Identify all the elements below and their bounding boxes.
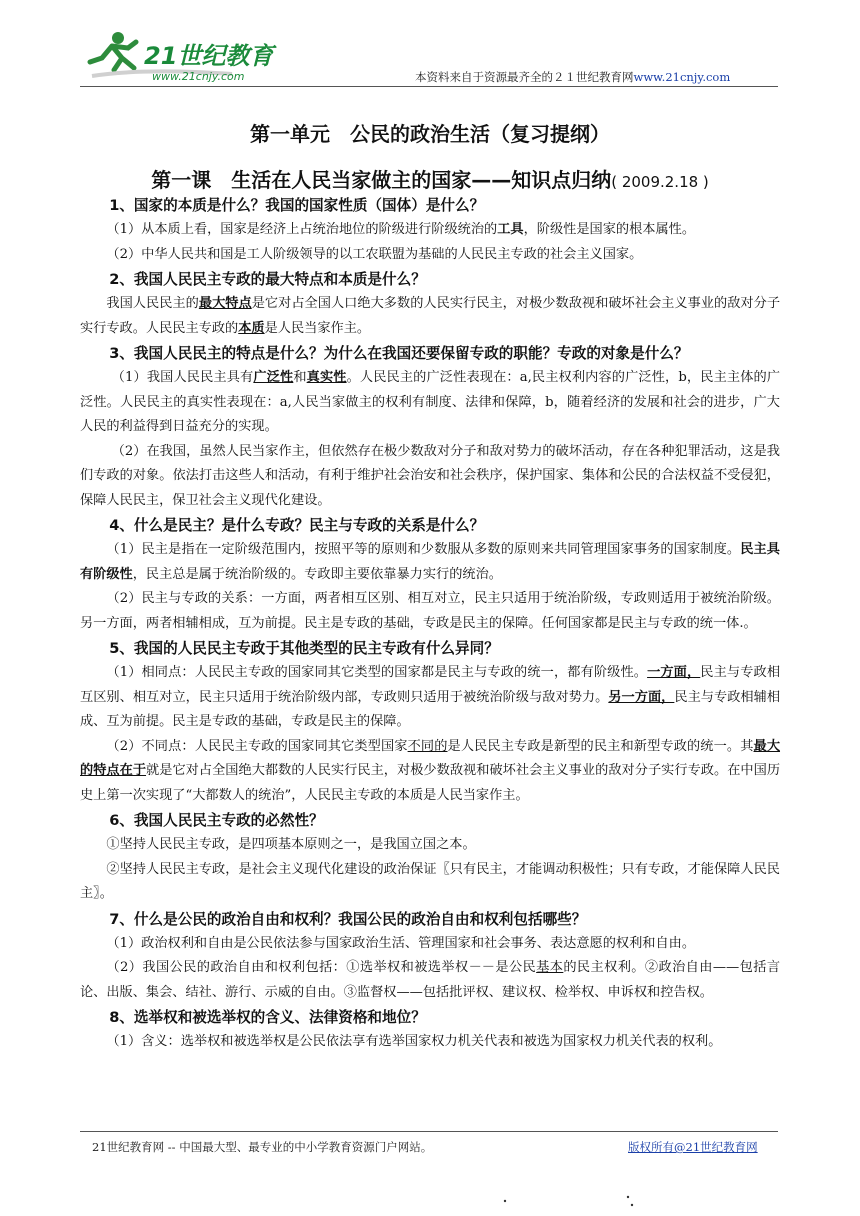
question-7: 7、什么是公民的政治自由和权利？我国公民的政治自由和权利包括哪些？ bbox=[109, 910, 587, 928]
answer-paragraph: （1）政治权利和自由是公民依法参与国家政治生活、管理国家和社会事务、表达意愿的权利和自由。 bbox=[106, 935, 696, 951]
header-note-text: 本资料来自于资源最齐全的２１世纪教育网 bbox=[415, 70, 634, 84]
question-1: 1、国家的本质是什么？我国的国家性质（国体）是什么？ bbox=[109, 197, 485, 214]
runner-logo-icon bbox=[82, 28, 292, 88]
answer-paragraph: （2）民主与专政的关系：一方面，两者相互区别、相互对立，民主只适用于统治阶级，专政则适用于被统治阶级。另一方面，两者相辅相成，互为前提。民主是专政的基础，专政是民主的保障。任何国家都是民主与专政的统一体.。 bbox=[80, 591, 780, 631]
lesson-date: ( 2009.2.18 ) bbox=[611, 173, 709, 191]
answer-paragraph: （1）含义：选举权和被选举权是公民依法享有选举国家权力机关代表和被选为国家权力机关代表的权利。 bbox=[106, 1034, 722, 1049]
answer-paragraph: （2）我国公民的政治自由和权利包括：①选举权和被选举权－－是公民基本的民主权利。②政治自由——包括言论、出版、集会、结社、游行、示威的自由。③监督权——包括批评权、建议权、检举权、申诉权和控告权。 bbox=[80, 960, 781, 1000]
footer-divider bbox=[80, 1131, 778, 1132]
logo-url: www.21cnjy.com bbox=[152, 70, 245, 83]
logo-text: 21世纪教育 bbox=[144, 42, 274, 70]
underlined-term: 基本 bbox=[536, 960, 564, 975]
document-body bbox=[80, 193, 780, 1055]
lesson-title-text: 第一课 生活在人民当家做主的国家——知识点归纳 bbox=[151, 168, 612, 192]
emphasis-term: 工具 bbox=[497, 222, 524, 237]
emphasis-term: 最大特点 bbox=[198, 296, 252, 311]
emphasis-term: 广泛性 bbox=[253, 370, 294, 385]
question-8: 8、选举权和被选举权的含义、法律资格和地位？ bbox=[109, 1009, 426, 1026]
scan-dots-decoration bbox=[0, 1193, 860, 1213]
emphasis-term: 一方面， bbox=[647, 665, 701, 680]
emphasis-term: 本质 bbox=[238, 320, 265, 336]
footer-copyright-link[interactable]: 版权所有@21世纪教育网 bbox=[628, 1140, 758, 1154]
header-site-link[interactable]: www.21cnjy.com bbox=[633, 70, 731, 84]
answer-paragraph: （1）从本质上看，国家是经济上占统治地位的阶级进行阶级统治的工具，阶级性是国家的根本属性。 bbox=[106, 222, 696, 237]
emphasis-term: 民主具有阶级性 bbox=[80, 542, 780, 582]
answer-paragraph: （2）不同点：人民民主专政的国家同其它类型国家不同的是人民民主专政是新型的民主和新型专政的统一。其最大的特点在于就是它对占全国绝大都数的人民实行民主，对极少数敌视和破坏社会主义事业的敌对分子实行专政。在中国历史上第一次实现了“大都数人的统治”，人民民主专政的本质是人民当家作主。 bbox=[80, 738, 781, 803]
answer-paragraph: （1）我国人民民主具有广泛性和真实性。人民民主的广泛性表现在：a,民主权利内容的广泛性，b，民主主体的广泛性。人民民主的真实性表现在：a,人民当家做主的权利有制度、法律和保障，b，随着经济的发展和社会的进步，广大人民的利益得到日益充分的实现。 bbox=[80, 370, 781, 434]
footer-tagline: 21世纪教育网 -- 中国最大型、最专业的中小学教育资源门户网站。 bbox=[92, 1140, 433, 1154]
answer-paragraph: （2）在我国，虽然人民当家作主，但依然存在极少数敌对分子和敌对势力的破坏活动，存在各种犯罪活动，这是我们专政的对象。依法打击这些人和活动，有利于维护社会治安和社会秩序，保护国家、集体和公民的合法权益不受侵犯，保障人民民主，保卫社会主义现代化建设。 bbox=[80, 443, 780, 508]
answer-paragraph: 我国人民民主的最大特点是它对占全国人口绝大多数的人民实行民主，对极少数敌视和破坏社会主义事业的敌对分子实行专政。人民民主专政的本质是人民当家作主。 bbox=[80, 296, 781, 336]
header-divider bbox=[80, 86, 778, 87]
emphasis-term: 真实性 bbox=[306, 370, 347, 385]
answer-paragraph: ②坚持人民民主专政，是社会主义现代化建设的政治保证〖只有民主，才能调动积极性；只有专政，才能保障人民民主〗。 bbox=[80, 861, 780, 901]
question-2: 2、我国人民民主专政的最大特点和本质是什么？ bbox=[109, 271, 426, 288]
question-6: 6、我国人民民主专政的必然性？ bbox=[109, 812, 324, 829]
answer-paragraph: （1）相同点：人民民主专政的国家同其它类型的国家都是民主与专政的统一，都有阶级性。一方面，民主与专政相互区别、相互对立，民主只适用于统治阶级内部，专政则只适用于被统治阶级与敌对势力。另一方面，民主与专政相辅相成、互为前提。民主是专政的基础，专政是民主的保障。 bbox=[80, 665, 781, 729]
site-logo[interactable] bbox=[82, 28, 292, 88]
emphasis-term: 最大的特点在于 bbox=[80, 738, 781, 778]
underlined-term: 不同的 bbox=[407, 738, 448, 754]
answer-paragraph: （1）民主是指在一定阶级范围内，按照平等的原则和少数服从多数的原则来共同管理国家事务的国家制度。民主具有阶级性，民主总是属于统治阶级的。专政即主要依靠暴力实行的统治。 bbox=[80, 542, 780, 582]
question-3: 3、我国人民民主的特点是什么？为什么在我国还要保留专政的职能？专政的对象是什么？ bbox=[109, 345, 689, 362]
header-source-note bbox=[415, 69, 730, 85]
lesson-title bbox=[0, 164, 860, 193]
question-4: 4、什么是民主？是什么专政？民主与专政的关系是什么？ bbox=[109, 517, 485, 534]
document-title: 第一单元 公民的政治生活（复习提纲） bbox=[250, 122, 610, 146]
answer-paragraph: （2）中华人民共和国是工人阶级领导的以工农联盟为基础的人民民主专政的社会主义国家。 bbox=[106, 246, 643, 262]
emphasis-term: 另一方面， bbox=[608, 689, 675, 705]
question-5: 5、我国的人民民主专政于其他类型的民主专政有什么异同？ bbox=[109, 640, 499, 657]
answer-paragraph: ①坚持人民民主专政，是四项基本原则之一，是我国立国之本。 bbox=[106, 837, 476, 852]
